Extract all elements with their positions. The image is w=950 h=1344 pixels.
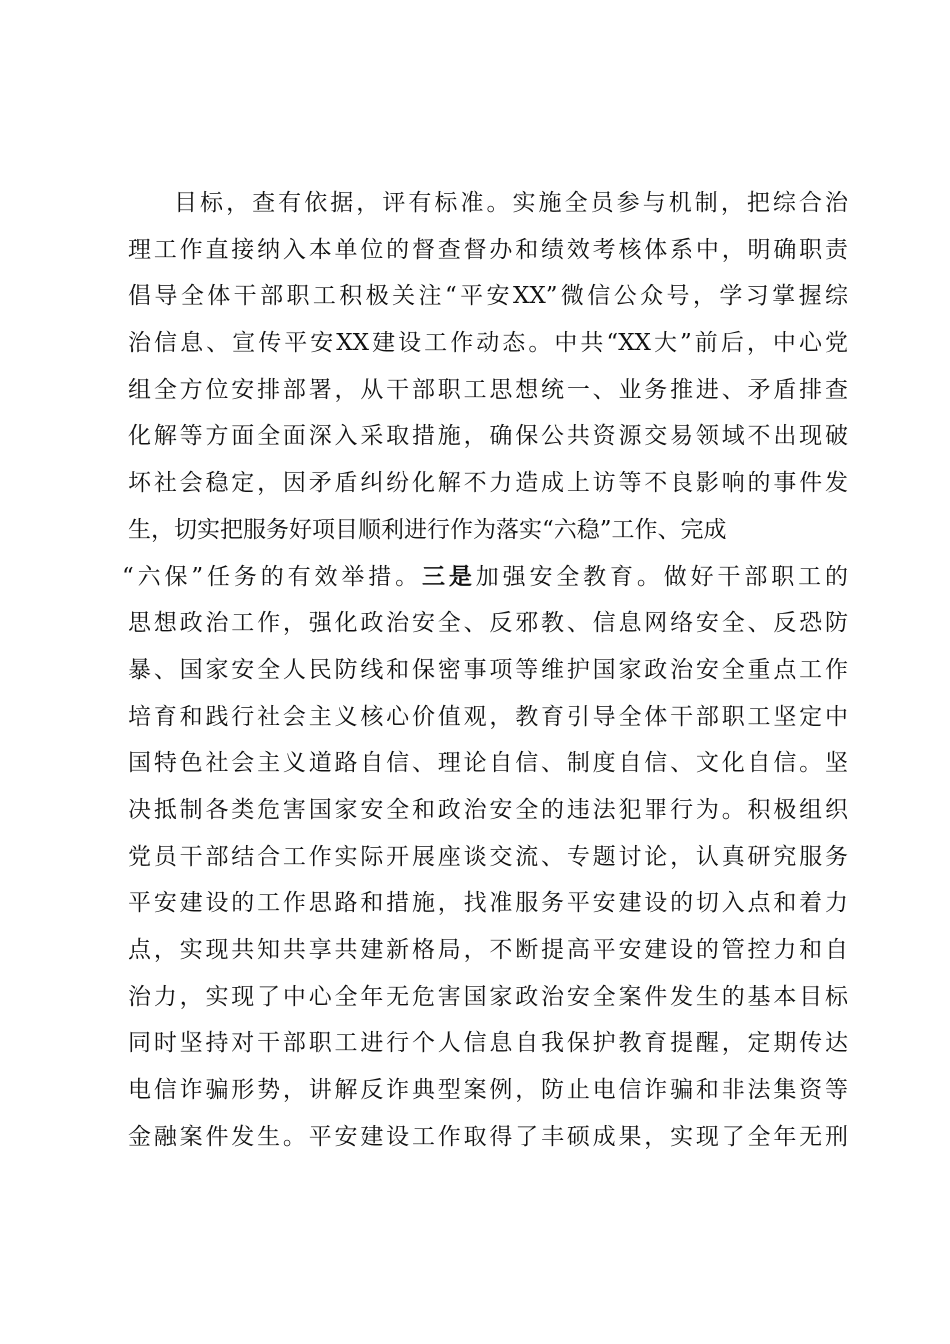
text-line: 国特色社会主义道路自信、理论自信、制度自信、文化自信。坚 [128, 750, 848, 777]
text-line: 点，实现共知共享共建新格局，不断提高平安建设的管控力和自 [128, 937, 848, 963]
text-line: 思想政治工作，强化政治安全、反邪教、信息网络安全、反恐防 [128, 610, 848, 637]
text-line: 生，切实把服务好项目顺利进行作为落实“六稳”工作、完成 [128, 516, 727, 543]
text-line: 组全方位安排部署，从干部职工思想统一、业务推进、矛盾排查 [128, 376, 848, 403]
text-line: 理工作直接纳入本单位的督查督办和绩效考核体系中，明确职责 [128, 236, 848, 263]
text-line: 党员干部结合工作实际开展座谈交流、专题讨论，认真研究服务 [128, 843, 848, 870]
text-line: 决抵制各类危害国家安全和政治安全的违法犯罪行为。积极组织 [128, 796, 848, 823]
text-line: 金融案件发生。平安建设工作取得了丰硕成果，实现了全年无刑 [128, 1123, 848, 1150]
text-line: 化解等方面全面深入采取措施，确保公共资源交易领域不出现破 [128, 423, 848, 450]
text-line: 倡导全体干部职工积极关注“平安XX”微信公众号，学习掌握综 [128, 283, 848, 310]
text-line: 目标，查有依据，评有标准。实施全员参与机制，把综合治 [174, 190, 848, 216]
emphasis-text: 三是 [421, 562, 476, 590]
text-line: 治信息、宣传平安XX建设工作动态。中共“XX大”前后，中心党 [128, 330, 848, 357]
text-line: 坏社会稳定，因矛盾纠纷化解不力造成上访等不良影响的事件发 [128, 470, 848, 497]
body-paragraph [122, 180, 848, 1160]
text-segment: 加强安全教育。做好干部职工的 [475, 563, 848, 590]
text-segment: “六保”任务的有效举措。 [122, 563, 422, 590]
text-line: 电信诈骗形势，讲解反诈典型案例，防止电信诈骗和非法集资等 [128, 1077, 848, 1104]
text-line [122, 554, 848, 601]
text-line: 同时坚持对干部职工进行个人信息自我保护教育提醒，定期传达 [128, 1030, 848, 1057]
text-line: 培育和践行社会主义核心价值观，教育引导全体干部职工坚定中 [128, 703, 848, 730]
text-line: 治力，实现了中心全年无危害国家政治安全案件发生的基本目标 [128, 983, 848, 1010]
text-line: 平安建设的工作思路和措施，找准服务平安建设的切入点和着力 [128, 890, 848, 917]
text-line: 暴、国家安全人民防线和保密事项等维护国家政治安全重点工作 [128, 656, 848, 683]
